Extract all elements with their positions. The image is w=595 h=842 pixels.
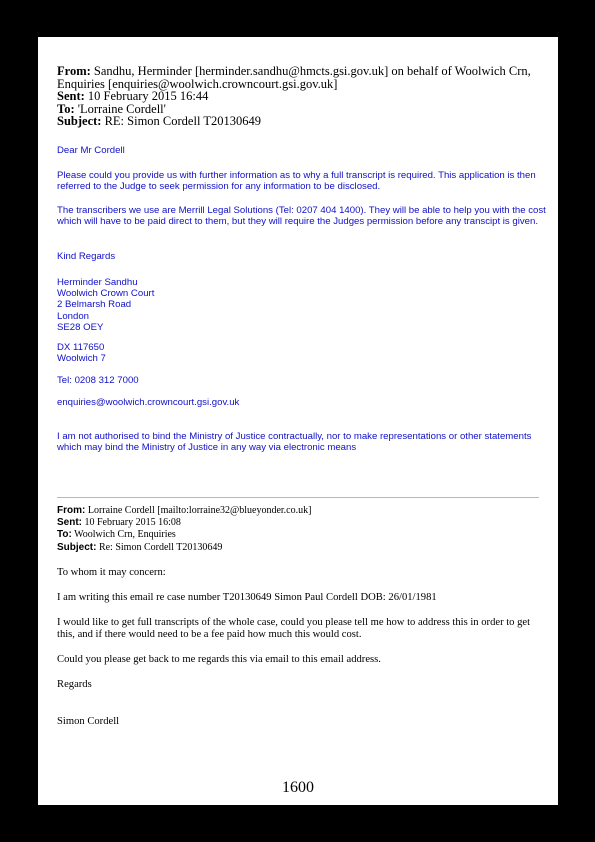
original-paragraph-1: I am writing this email re case number T20130649 Simon Paul Cordell DOB: 26/01/1981 — [57, 592, 437, 603]
to-line: To: 'Lorraine Cordell' — [57, 101, 166, 116]
reply-paragraph-1: Please could you provide us with further information as to why a full transcript is required. This application is then referred to the Judge to seek permission for any information to be disclosed. — [57, 170, 536, 193]
sent-line: Sent: 10 February 2015 16:44 — [57, 89, 209, 103]
original-regards: Regards — [57, 679, 92, 690]
reply-paragraph-2: The transcribers we use are Merrill Legal Solutions (Tel: 0207 404 1400). They will be able to help you with the cost which will have to be paid direct to them, but they will require the Judges permission before any transcipt is given. — [57, 205, 546, 228]
orig-from-line: From: Lorraine Cordell [mailto:lorraine32@blueyonder.co.uk] — [57, 505, 312, 516]
dx-location: Woolwich 7 — [57, 353, 106, 365]
email-header-reply — [57, 65, 547, 128]
sig-address-1: 2 Belmarsh Road — [57, 299, 132, 311]
orig-to-line: To: Woolwich Crn, Enquiries — [57, 529, 176, 541]
dx-number: DX 117650 — [57, 342, 105, 353]
orig-subject-line: Subject: Re: Simon Cordell T20130649 — [57, 541, 223, 553]
page-number: 1600 — [282, 779, 314, 796]
original-signature: Simon Cordell — [57, 716, 120, 727]
document-page — [38, 37, 558, 805]
sig-org: Woolwich Crown Court — [57, 288, 155, 300]
sig-address-2: London — [57, 310, 90, 322]
divider — [57, 497, 539, 498]
sig-postcode: SE28 OEY — [57, 321, 104, 333]
from-line: From: Sandhu, Herminder [herminder.sandhu@hmcts.gsi.gov.uk] on behalf of Woolwich Crn, Enquiries [enquiries@woolwich.crowncourt.gsi.gov.uk] — [57, 64, 531, 91]
reply-greeting: Dear Mr Cordell — [57, 145, 125, 156]
original-paragraph-3: Could you please get back to me regards this via email to this email address. — [57, 654, 381, 665]
original-salutation: To whom it may concern: — [57, 567, 166, 578]
telephone: Tel: 0208 312 7000 — [57, 375, 139, 386]
email-header-original — [57, 505, 547, 554]
original-paragraph-2: I would like to get full transcripts of the whole case, could you please tell me how to address this in order to get this, and if there would need to be a fee paid how much this would cost. — [57, 617, 531, 641]
signature-block — [57, 277, 547, 333]
disclaimer: I am not authorised to bind the Ministry of Justice contractually, nor to make representations or other statements which may bind the Ministry of Justice in any way via electronic means — [57, 431, 532, 454]
sig-name: Herminder Sandhu — [57, 277, 138, 288]
enquiries-email: enquiries@woolwich.crowncourt.gsi.gov.uk — [57, 397, 240, 408]
reply-closing: Kind Regards — [57, 251, 116, 262]
subject-line: Subject: RE: Simon Cordell T20130649 — [57, 114, 261, 128]
dx-block — [57, 342, 547, 364]
orig-sent-line: Sent: 10 February 2015 16:08 — [57, 517, 181, 529]
